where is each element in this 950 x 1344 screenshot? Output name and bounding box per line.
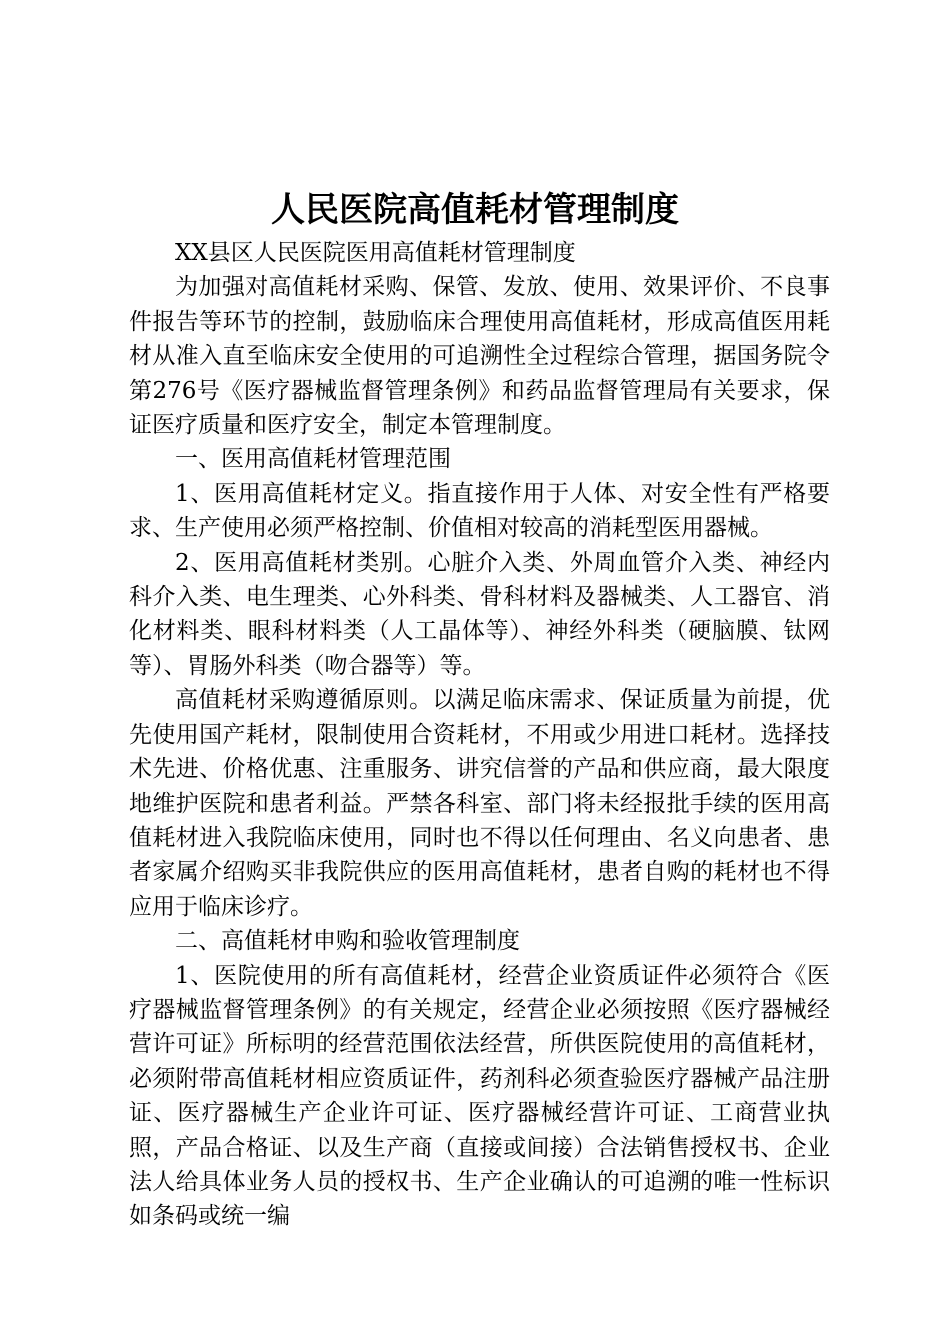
section-heading-scope: 一、医用高值耗材管理范围 bbox=[175, 446, 451, 473]
definition-paragraph: 1、医用高值耗材定义。指直接作用于人体、对安全性有严格要求、生产使用必须严格控制、价值相对较高的消耗型医用器械。 bbox=[129, 480, 830, 542]
intro-paragraph: 为加强对高值耗材采购、保管、发放、使用、效果评价、不良事件报告等环节的控制，鼓励临床合理使用高值耗材，形成高值医用耗材从准入直至临床安全使用的可追溯性全过程综合管理，据国务院令第276号《医疗器械监督管理条例》和药品监督管理局有关要求，保证医疗质量和医疗安全，制定本管理制度。 bbox=[129, 274, 830, 439]
document-subtitle-paragraph: XX县区人民医院医用高值耗材管理制度 bbox=[175, 240, 576, 266]
section-heading-purchase: 二、高值耗材申购和验收管理制度 bbox=[175, 928, 520, 955]
document-body bbox=[129, 236, 830, 1234]
document-title: 人民医院高值耗材管理制度 bbox=[271, 190, 679, 230]
procurement-principles-paragraph: 高值耗材采购遵循原则。以满足临床需求、保证质量为前提，优先使用国产耗材，限制使用合资耗材，不用或少用进口耗材。选择技术先进、价格优惠、注重服务、讲究信誉的产品和供应商，最大限度地维护医院和患者利益。严禁各科室、部门将未经报批手续的医用高值耗材进入我院临床使用，同时也不得以任何理由、名义向患者、患者家属介绍购买非我院供应的医用高值耗材，患者自购的耗材也不得应用于临床诊疗。 bbox=[129, 687, 830, 920]
qualification-paragraph: 1、医院使用的所有高值耗材，经营企业资质证件必须符合《医疗器械监督管理条例》的有关规定，经营企业必须按照《医疗器械经营许可证》所标明的经营范围依法经营，所供医院使用的高值耗材，必须附带高值耗材相应资质证件，药剂科必须查验医疗器械产品注册证、医疗器械生产企业许可证、医疗器械经营许可证、工商营业执照，产品合格证、以及生产商（直接或间接）合法销售授权书、企业法人给具体业务人员的授权书、生产企业确认的可追溯的唯一性标识如条码或统一编 bbox=[129, 962, 830, 1230]
categories-paragraph: 2、医用高值耗材类别。心脏介入类、外周血管介入类、神经内科介入类、电生理类、心外科类、骨科材料及器械类、人工器官、消化材料类、眼科材料类（人工晶体等）、神经外科类（硬脑膜、钛网等）、胃肠外科类（吻合器等）等。 bbox=[129, 549, 830, 679]
